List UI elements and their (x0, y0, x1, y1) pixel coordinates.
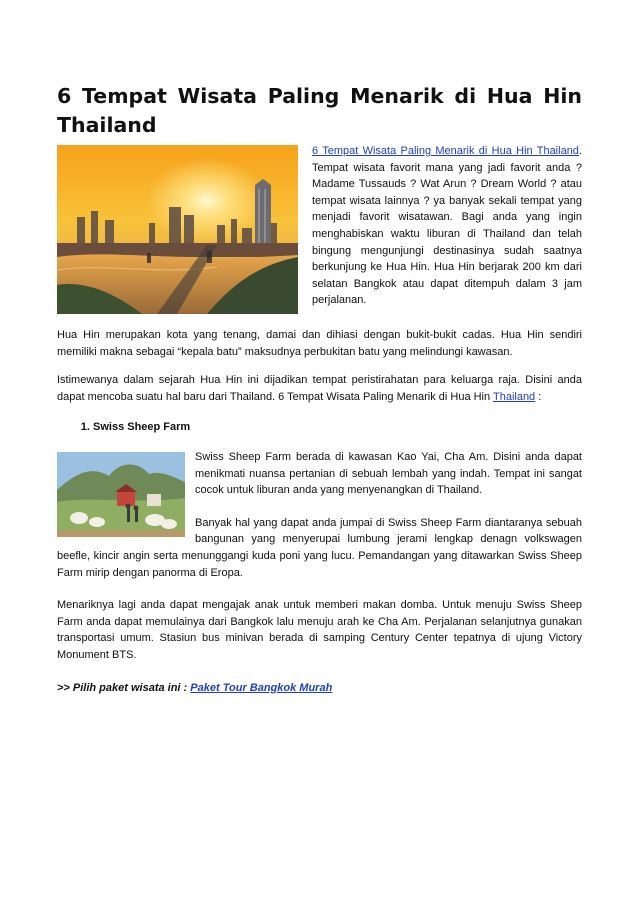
page-title: 6 Tempat Wisata Paling Menarik di Hua Hin Thailand (57, 84, 582, 137)
paragraph-history (57, 372, 582, 405)
list-item: 1. Swiss Sheep Farm (93, 419, 582, 436)
bangkok-sunset-illustration (57, 145, 298, 314)
tour-package-link[interactable]: Paket Tour Bangkok Murah (190, 681, 333, 694)
sheep-farm-illustration (57, 452, 185, 537)
intro-text: . Tempat wisata favorit mana yang jadi favorit anda ? Madame Tussauds ? Wat Arun ? Dream World ? atau tempat wisata lainnya ? ya banyak sekali tempat yang menjadi favorit wisatawan. Bagi anda yang ingin menghabiskan waktu liburan di Thailand dan telah bingung mengunjungi destinasinya sudah saatnya berkunjung ke Hua Hin. Hua Hin berjarak 200 km dari selatan Bangkok atau dapat ditempuh dalam 3 jam perjalanan. (312, 145, 582, 307)
sheep-paragraph-1: Swiss Sheep Farm berada di kawasan Kao Yai, Cha Am. Disini anda dapat menikmati nuansa pertanian di sebuah lembah yang indah. Tempat ini sangat cocok untuk liburan anda yang menyenangkan di Thailand. (195, 450, 582, 497)
history-text: Istimewanya dalam sejarah Hua Hin ini dijadikan tempat peristirahatan para keluarga raja. Disini anda dapat mencoba suatu hal baru dari Thailand. 6 Tempat Wisata Paling Menarik di Hua Hin (57, 374, 582, 403)
swiss-sheep-section (57, 449, 582, 581)
paragraph-directions: Menariknya lagi anda dapat mengajak anak untuk memberi makan domba. Untuk menuju Swiss Sheep Farm anda dapat memulainya dari Bangkok lalu menuju arah ke Cha Am. Perjalanan selanjutnya gunakan transportasi umum. Stasiun bus minivan berada di samping Century Center tepatnya di ujung Victory Monument BTS. (57, 599, 582, 661)
attraction-list (57, 419, 582, 436)
paragraph-hua-hin: Hua Hin merupakan kota yang tenang, damai dan dihiasi dengan bukit-bukit cadas. Hua Hin sendiri memiliki makna sebagai “kepala batu” maksudnya perbukitan batu yang melindungi kawasan. (57, 329, 582, 358)
sheep-paragraph-2: Banyak hal yang dapat anda jumpai di Swiss Sheep Farm diantaranya sebuah bangunan yang menyerupai lumbung jerami lengkap denagn volkswagen beefle, kincir angin serta menunggangi kuda poni yang lucu. Pemandangan yang ditawarkan Swiss Sheep Farm mirip dengan panorma di Eropa. (57, 516, 582, 579)
intro-paragraph (312, 143, 582, 309)
document-page (57, 82, 582, 696)
bangkok-sunset-image (57, 145, 298, 314)
title-link[interactable]: 6 Tempat Wisata Paling Menarik di Hua Hin Thailand (312, 145, 579, 157)
swiss-sheep-farm-image (57, 452, 185, 537)
cta-line (57, 680, 582, 697)
cta-prefix: >> Pilih paket wisata ini : (57, 681, 191, 694)
history-tail: : (535, 390, 542, 403)
intro-section (57, 143, 582, 319)
thailand-link[interactable]: Thailand (492, 390, 536, 403)
